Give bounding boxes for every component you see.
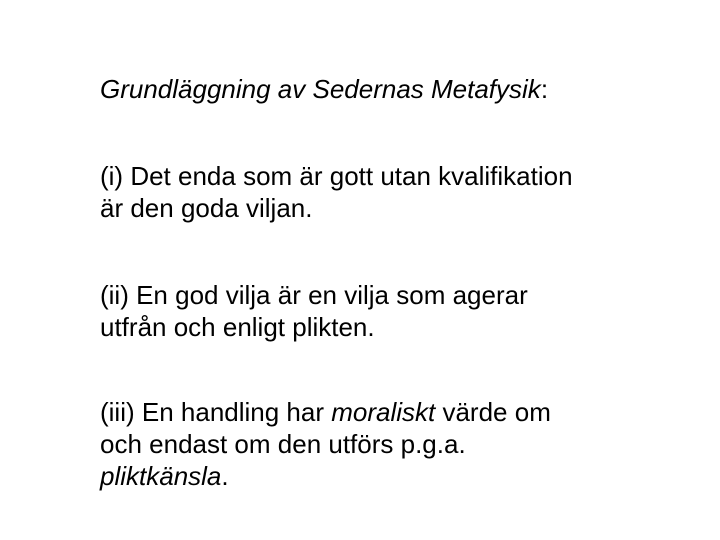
slide-title [100,73,700,105]
point-3-line-1 [100,396,700,428]
point-2-line-1: (ii) En god vilja är en vilja som agerar [100,280,528,310]
point-3-line-1-before: (iii) En handling har [100,397,332,427]
point-3-line-3 [100,460,700,492]
point-2-line-2: utfrån och enligt plikten. [100,312,375,342]
point-1 [100,160,700,224]
point-3-line-3-after: . [221,461,229,491]
title-italic-text: Grundläggning av Sedernas Metafysik [100,74,541,104]
title-colon: : [540,74,549,104]
point-1-line-1: (i) Det enda som är gott utan kvalifikation [100,161,573,191]
point-2 [100,279,700,343]
point-3-line-1-after: värde om [435,397,551,427]
point-3-line-2: och endast om den utförs p.g.a. [100,429,466,459]
point-3-emphasis-moraliskt: moraliskt [331,397,436,427]
point-3 [100,396,700,492]
point-1-line-2: är den goda viljan. [100,193,313,223]
point-3-emphasis-pliktkansla: pliktkänsla [100,461,222,491]
